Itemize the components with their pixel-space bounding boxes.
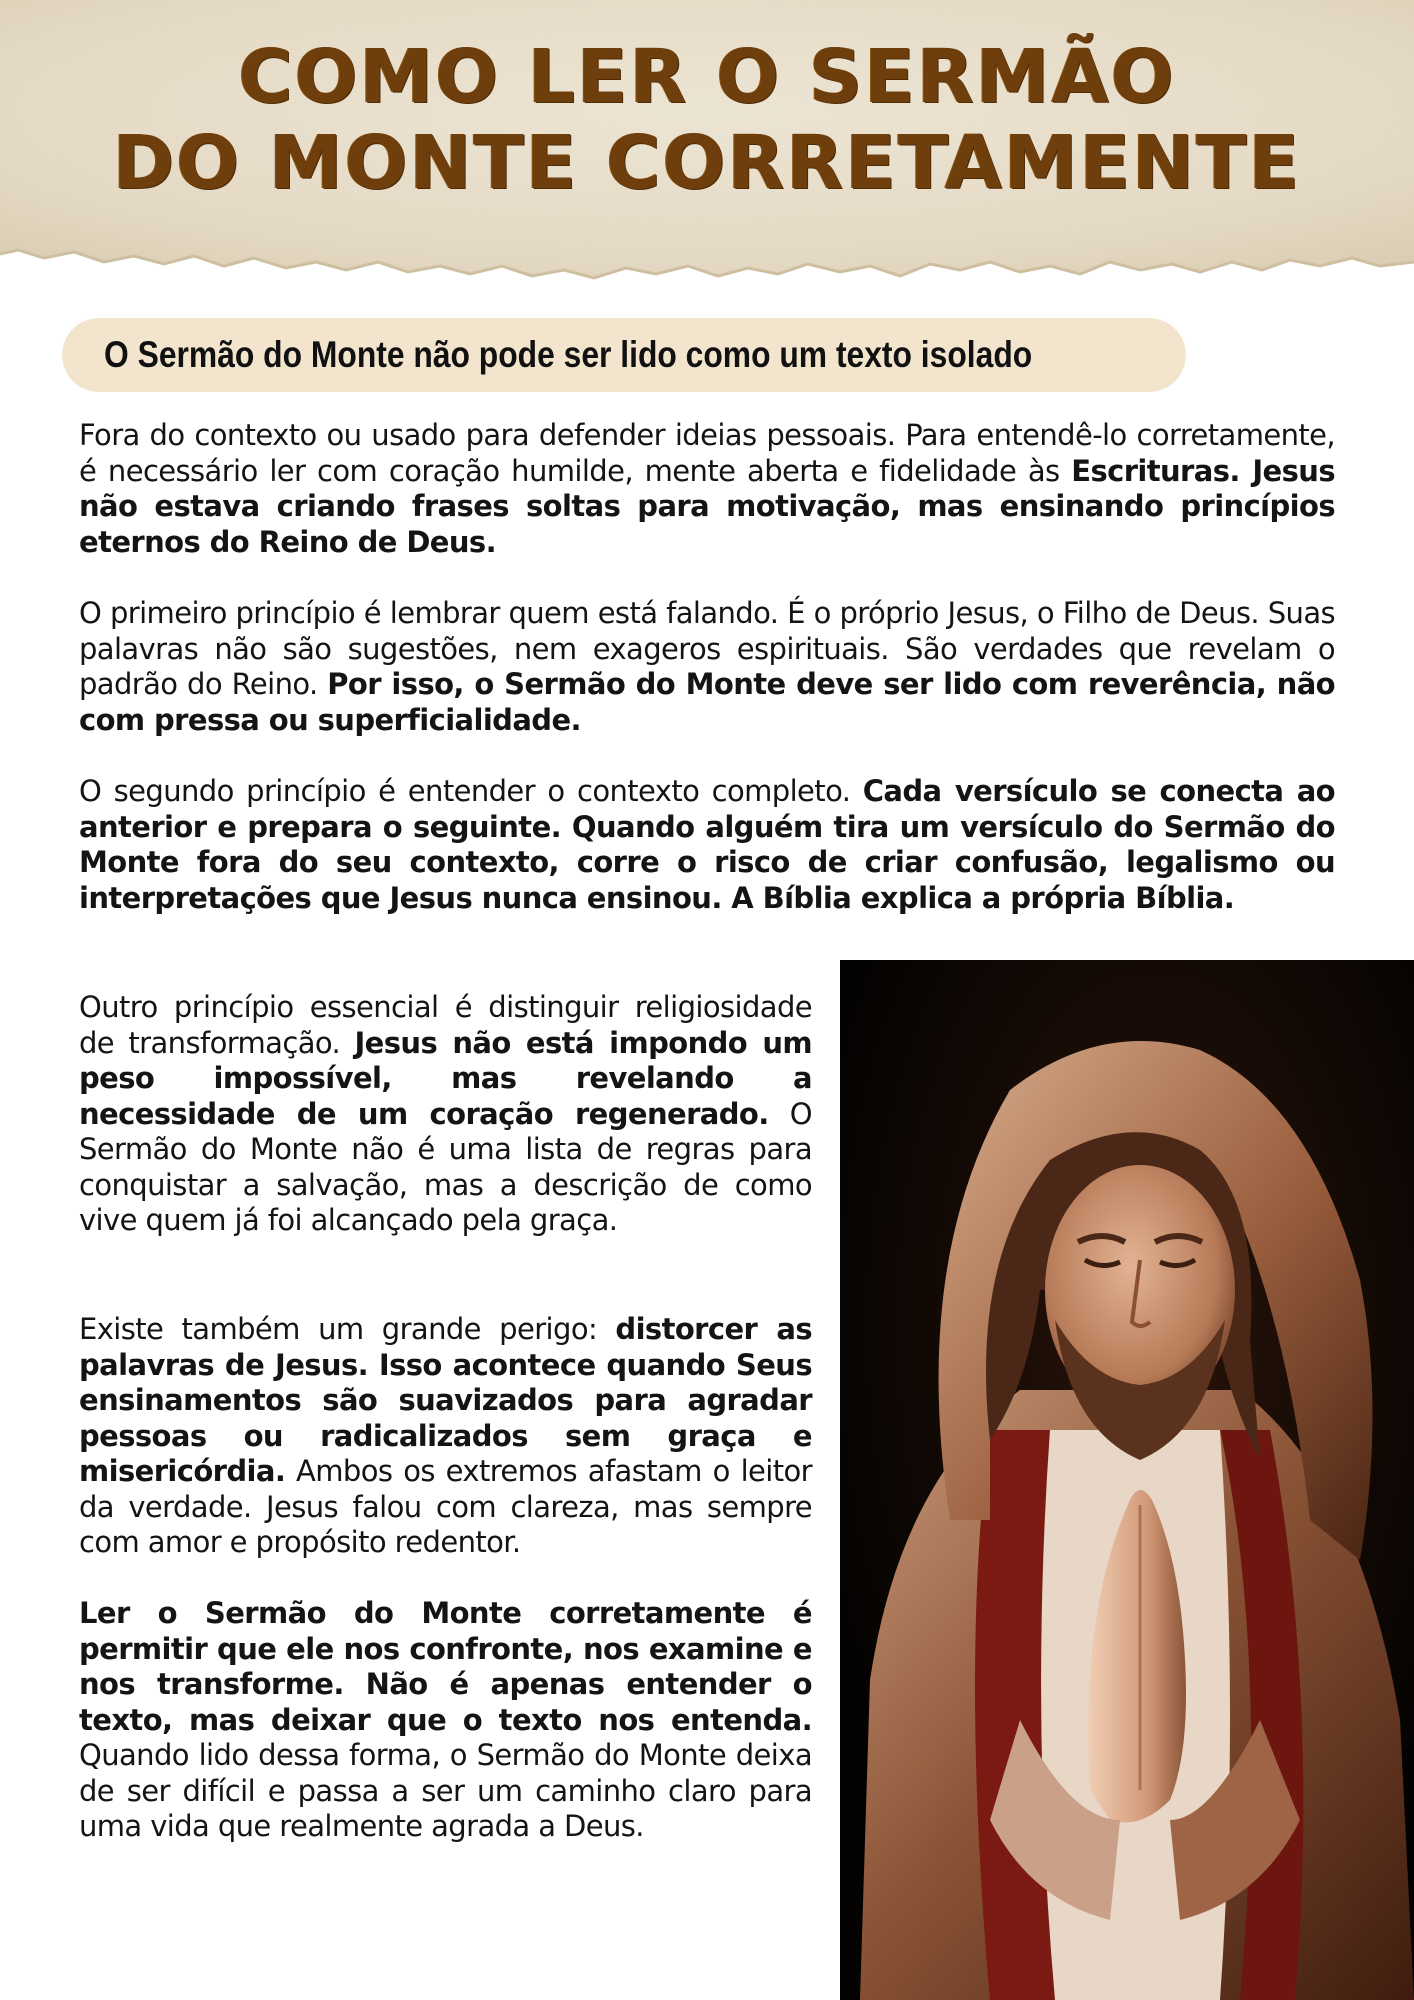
title-line-1: COMO LER O SERMÃO <box>238 34 1176 120</box>
paragraph-5 <box>79 1312 812 1561</box>
title-line-2: DO MONTE CORRETAMENTE <box>112 120 1302 206</box>
paragraph-2-plain: O primeiro princípio é lembrar quem está falando. É o próprio Jesus, o Filho de Deus. Suas palavras não são sugestões, nem exageros espirituais. São verdades que revelam o padrão do Reino. <box>79 596 1335 701</box>
paragraph-4-plain-b: O Sermão do Monte não é uma lista de regras para conquistar a salvação, mas a descrição de como vive quem já foi alcançado pela graça. <box>79 1096 812 1237</box>
paragraph-5-plain-b: Ambos os extremos afastam o leitor da verdade. Jesus falou com clareza, mas sempre com amor e propósito redentor. <box>79 1454 812 1559</box>
paragraph-4-plain-a: Outro princípio essencial é distinguir religiosidade de transformação. <box>79 990 812 1060</box>
subtitle-text: O Sermão do Monte não pode ser lido como um texto isolado <box>104 334 1033 375</box>
paragraph-2 <box>79 596 1335 738</box>
paragraph-6 <box>79 1596 812 1845</box>
paragraph-5-bold: distorcer as palavras de Jesus. Isso acontece quando Seus ensinamentos são suavizados para agradar pessoas ou radicalizados sem graça e misericórdia. <box>79 1312 812 1488</box>
paragraph-1 <box>79 418 1335 560</box>
praying-jesus-illustration <box>840 960 1414 2000</box>
paragraph-3-bold: Cada versículo se conecta ao anterior e prepara o seguinte. Quando alguém tira um versículo do Sermão do Monte fora do seu contexto, corre o risco de criar confusão, legalismo ou interpretações que Jesus nunca ensinou. A Bíblia explica a própria Bíblia. <box>79 774 1335 915</box>
header-banner <box>0 0 1414 300</box>
paragraph-2-bold: Por isso, o Sermão do Monte deve ser lido com reverência, não com pressa ou superficialidade. <box>79 667 1335 737</box>
paragraph-6-plain: Quando lido dessa forma, o Sermão do Monte deixa de ser difícil e passa a ser um caminho claro para uma vida que realmente agrada a Deus. <box>79 1738 812 1843</box>
subtitle-pill <box>62 318 1186 392</box>
paragraph-1-bold: Escrituras. Jesus não estava criando frases soltas para motivação, mas ensinando princípios eternos do Reino de Deus. <box>79 453 1335 559</box>
paragraph-1-plain: Fora do contexto ou usado para defender ideias pessoais. Para entendê-lo corretamente, é necessário ler com coração humilde, mente aberta e fidelidade às <box>79 418 1335 488</box>
paragraph-5-plain-a: Existe também um grande perigo: <box>79 1312 616 1346</box>
paragraph-3-plain: O segundo princípio é entender o contexto completo. <box>79 774 863 808</box>
page-title <box>0 34 1414 206</box>
paragraph-3 <box>79 774 1335 916</box>
paragraph-4 <box>79 990 812 1239</box>
praying-figure-image <box>840 960 1414 2000</box>
paragraph-6-bold: Ler o Sermão do Monte corretamente é permitir que ele nos confronte, nos examine e nos transforme. Não é apenas entender o texto, mas deixar que o texto nos entenda. <box>79 1596 812 1737</box>
paragraph-4-bold: Jesus não está impondo um peso impossível, mas revelando a necessidade de um coração regenerado. <box>79 1025 812 1131</box>
